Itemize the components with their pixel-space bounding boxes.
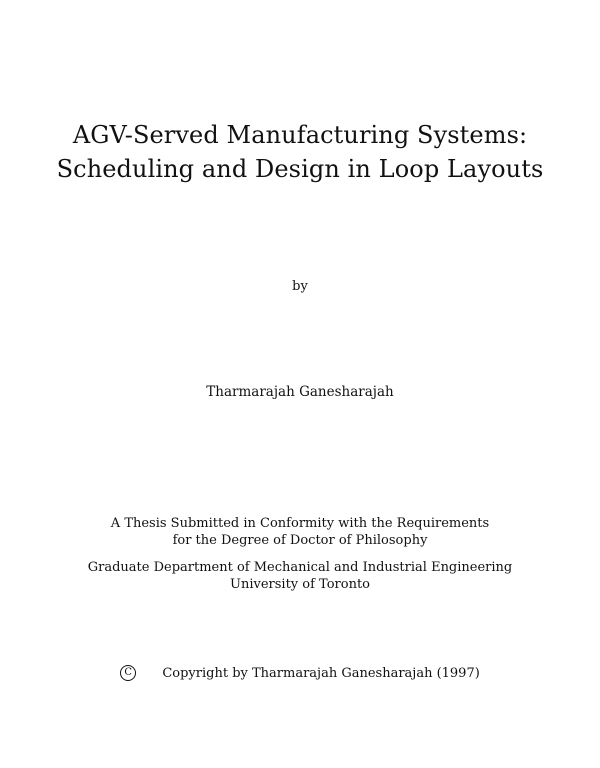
thesis-submission-line-2: for the Degree of Doctor of Philosophy: [172, 533, 428, 548]
thesis-submission-line-1: A Thesis Submitted in Conformity with the Requirements: [110, 516, 490, 531]
copyright-notice: [0, 665, 600, 683]
thesis-title: [0, 118, 600, 186]
thesis-submission-statement: [0, 515, 600, 549]
copyright-icon: C: [120, 665, 136, 681]
thesis-title-line-1: AGV-Served Manufacturing Systems:: [72, 121, 528, 149]
copyright-text: Copyright by Tharmarajah Ganesharajah (1997): [162, 666, 480, 681]
by-line: by: [292, 279, 308, 294]
thesis-title-line-2: Scheduling and Design in Loop Layouts: [56, 155, 544, 183]
university-line: University of Toronto: [230, 577, 370, 592]
department-line: Graduate Department of Mechanical and Industrial Engineering: [87, 560, 513, 575]
author-name: Tharmarajah Ganesharajah: [206, 384, 394, 400]
department-affiliation: [0, 559, 600, 593]
